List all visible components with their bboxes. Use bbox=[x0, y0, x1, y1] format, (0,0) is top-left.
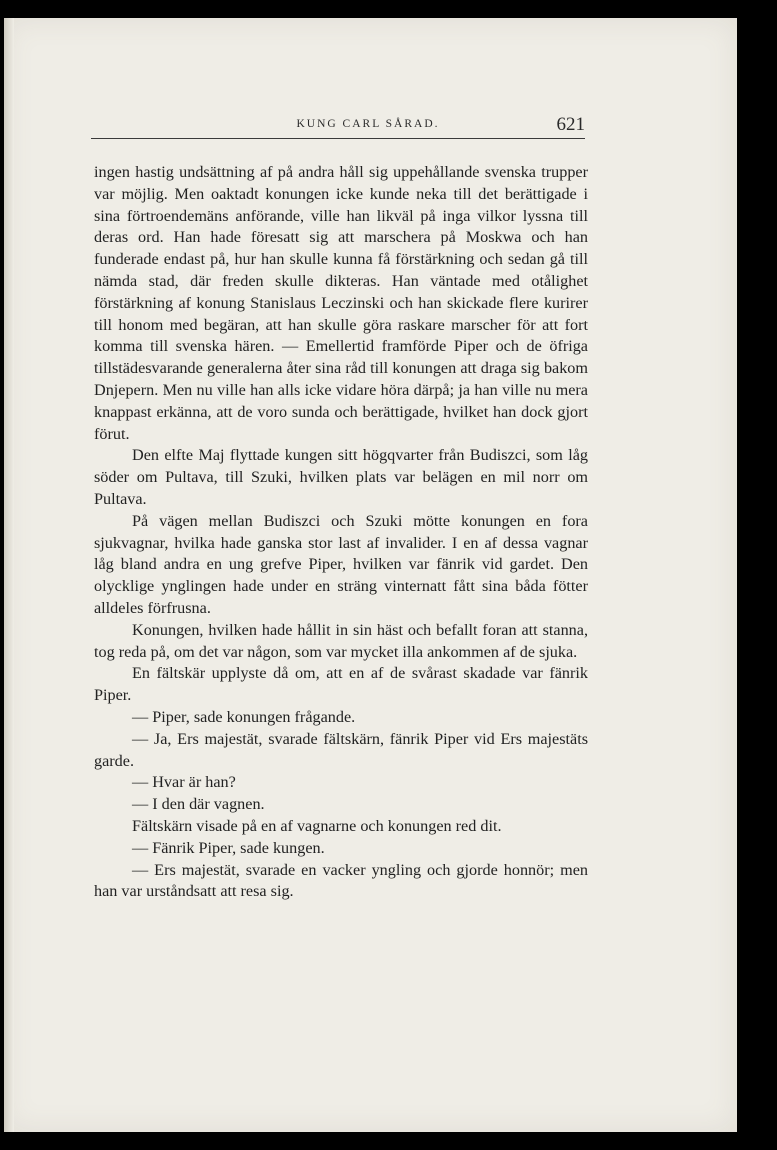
page-number: 621 bbox=[556, 114, 585, 135]
paragraph: — Piper, sade konungen frågande. bbox=[132, 707, 356, 726]
running-head bbox=[91, 114, 585, 139]
paragraph: Konungen, hvilken hade hållit in sin häst och befallt foran att stanna, tog reda på, om det var någon, som var mycket illa ankommen af de sjuka. bbox=[94, 620, 588, 661]
paragraph: — I den där vagnen. bbox=[132, 795, 265, 814]
paragraph: Fältskärn visade på en af vagnarne och konungen red dit. bbox=[132, 816, 502, 835]
paragraph: ingen hastig undsättning af på andra håll sig uppehållande svenska trupper var möjlig. Men oaktadt konungen icke kunde neka till det berättigade i sina förtroendemäns anförande, ville han likväl på inga vilkor lyssna till deras ord. Han hade föresatt sig att marschera på Moskwa och han funderade endast på, hur han skulle kunna få förstärkning och sedan gå till nämda stad, där freden skulle dikteras. Han väntade med otålighet förstärkning af konung Stanislaus Leczinski och han skickade flere kurirer till honom med begäran, att han skulle göra raskare marscher för att fort komma till svenska hären. — Emellertid framförde Piper och de öfriga tillstädesvarande generalerna åter sina råd till konungen att draga sig bakom Dnjepern. Men nu ville han alls icke vidare höra därpå; ja han ville nu mera knappast erkänna, att de voro sunda och berättigade, hvilket han dock gjort förut. bbox=[94, 163, 588, 443]
paragraph: — Ers majestät, svarade en vacker yngling och gjorde honnör; men han var urståndsatt att resa sig. bbox=[94, 860, 588, 901]
page-spine-shadow bbox=[4, 18, 14, 1132]
running-title: KUNG CARL SÅRAD. bbox=[296, 118, 440, 130]
paragraph: På vägen mellan Budiszci och Szuki mötte konungen en fora sjukvagnar, hvilka hade ganska stor last af invalider. I en af dessa vagnar låg bland andra en ung grefve Piper, hvilken var fänrik vid gardet. Den olycklige ynglingen hade under en sträng vinternatt fått sina båda fötter alldeles förfrusna. bbox=[94, 511, 588, 617]
body-text bbox=[94, 162, 588, 903]
paragraph: — Hvar är han? bbox=[132, 773, 236, 792]
paragraph: — Fänrik Piper, sade kungen. bbox=[132, 838, 325, 857]
paragraph: — Ja, Ers majestät, svarade fältskärn, fänrik Piper vid Ers majestäts garde. bbox=[94, 729, 588, 770]
paragraph: En fältskär upplyste då om, att en af de svårast skadade var fänrik Piper. bbox=[94, 664, 588, 705]
paragraph: Den elfte Maj flyttade kungen sitt högqvarter från Budiszci, som låg söder om Pultava, till Szuki, hvilken plats var belägen en mil norr om Pultava. bbox=[94, 446, 588, 508]
